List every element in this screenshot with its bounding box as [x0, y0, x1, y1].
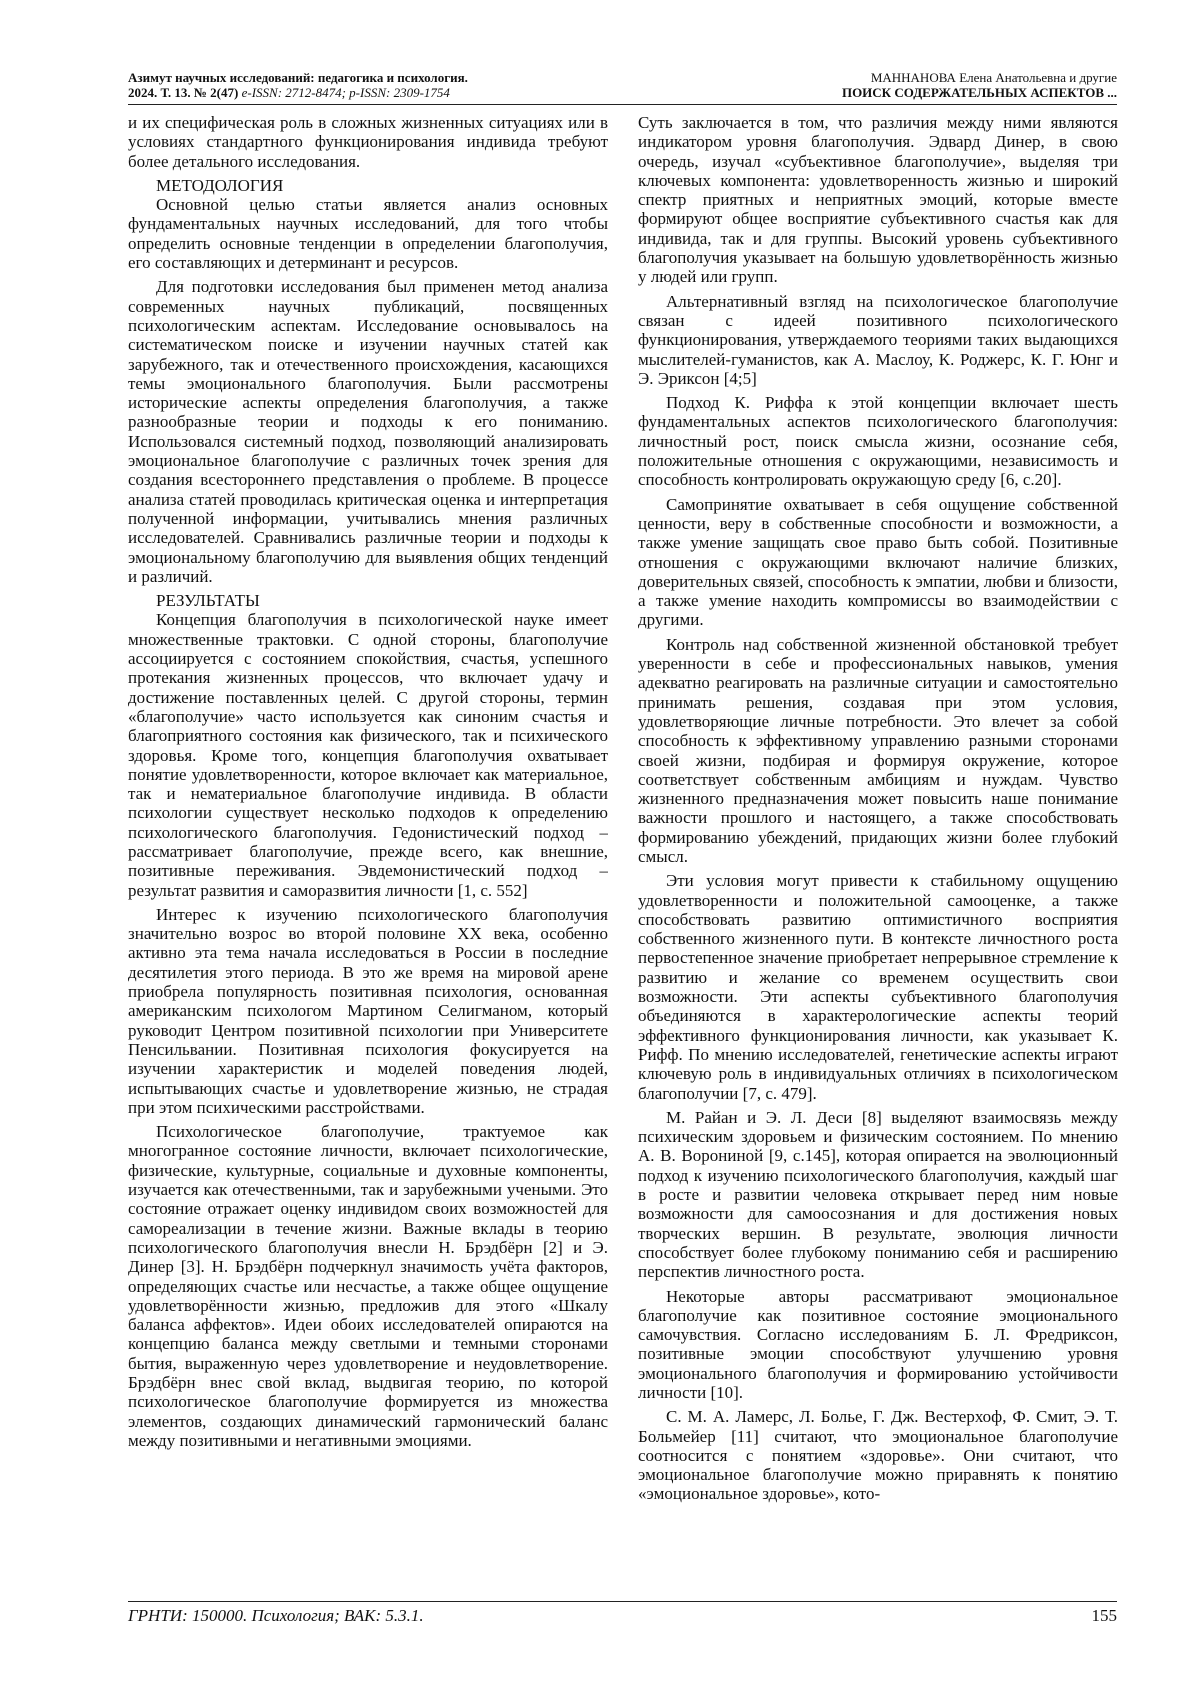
journal-volume: 2024. Т. 13. № 2(47) [128, 85, 239, 100]
article-short-title: ПОИСК СОДЕРЖАТЕЛЬНЫХ АСПЕКТОВ ... [841, 85, 1117, 100]
paragraph: Интерес к изучению психологического благополучия значительно возрос во второй половине XX века, особенно активно эта тема начала исследоваться в России в последние десятилетия этого периода. В это же время на мировой арене приобрела популярность позитивная психология, основанная американским психологом Мартином Селигманом, который руководит Центром позитивной психологии при Университете Пенсильвании. Позитивная психология фокусируется на изучении характеристик и моделей поведения людей, испытывающих счастье и удовлетворение жизнью, не страдая при этом психическими расстройствами. [128, 904, 608, 1117]
section-heading-methodology: МЕТОДОЛОГИЯ [156, 175, 284, 195]
section-heading-results: РЕЗУЛЬТАТЫ [156, 591, 260, 611]
article-authors: МАННАНОВА Елена Анатольевна и другие [870, 70, 1117, 85]
paragraph: С. М. А. Ламерс, Л. Болье, Г. Дж. Вестерхоф, Ф. Смит, Э. Т. Больмейер [11] считают, что эмоциональное благополучие соотносится с понятием «здоровье». Они считают, что эмоциональное благополучие можно приравнять к понятию «эмоциональное здоровье», кото- [638, 1407, 1118, 1504]
journal-issn: e-ISSN: 2712-8474; p-ISSN: 2309-1754 [238, 85, 450, 100]
page-number: 155 [1091, 1606, 1117, 1625]
paragraph: М. Райан и Э. Л. Деси [8] выделяют взаимосвязь между психическим здоровьем и физическим состоянием. По мнению А. В. Ворониной [9, с.145], которая опирается на эволюционный подход к изучению психологического благополучия, каждый шаг в росте и развитии человека открывает перед ним новые возможности для самоосознания и для достижения новых творческих вершин. В результате, эволюция личности способствует более глубокому пониманию себя и расширению перспектив личностного роста. [638, 1107, 1118, 1282]
left-column [128, 113, 608, 1597]
article-info [842, 70, 1117, 100]
classification-codes: ГРНТИ: 150000. Психология; ВАК: 5.3.1. [128, 1606, 424, 1625]
journal-title: Азимут научных исследований: педагогика и психология. [128, 70, 468, 85]
paragraph: Самопринятие охватывает в себя ощущение собственной ценности, веру в собственные способности и возможности, а также умение защищать свое право быть собой. Позитивные отношения с окружающими включают наличие близких, доверительных связей, способность к эмпатии, любви и близости, а также умение находить компромиссы во взаимодействии с другими. [638, 494, 1118, 630]
paragraph: Подход К. Риффа к этой концепции включает шесть фундаментальных аспектов психологического благополучия: личностный рост, поиск смысла жизни, осознание себя, положительные отношения с окружающими, независимость и способность контролировать окружающую среду [6, с.20]. [638, 393, 1118, 490]
paragraph: и их специфическая роль в сложных жизненных ситуациях или в условиях стандартного функционирования индивида требуют более детального исследования. [128, 113, 608, 171]
paragraph: Основной целью статьи является анализ основных фундаментальных научных исследований, для того чтобы определить основные тенденции в определении благополучия, его составляющих и детерминант и ресурсов. [128, 195, 608, 273]
paragraph: Эти условия могут привести к стабильному ощущению удовлетворенности и положительной самооценке, а также способствовать развитию оптимистичного восприятия собственного жизненного пути. В контексте личностного роста первостепенное значение приобретает непрерывное стремление к развитию и желание со временем осуществить свои возможности. Эти аспекты субъективного благополучия объединяются в характерологические аспекты теорий эффективного функционирования личности, как указывает К. Рифф. По мнению исследователей, генетические аспекты играют ключевую роль в индивидуальных отличиях в психологическом благополучии [7, с. 479]. [638, 871, 1118, 1103]
paragraph: Концепция благополучия в психологической науке имеет множественные трактовки. С одной стороны, благополучие ассоциируется с состоянием спокойствия, счастья, успешного протекания жизненных процессов, что включает удачу и достижение поставленных целей. С другой стороны, термин «благополучие» часто используется как синоним счастья и благоприятного состояния как физического, так и психического здоровья. Кроме того, концепция благополучия охватывает понятие удовлетворенности, которое включает как материальное, так и нематериальное благополучие индивида. В области психологии существует несколько подходов к определению психологического благополучия. Гедонистический подход – рассматривает благополучие, прежде всего, как внешние, позитивные переживания. Эвдемонистический подход – результат развития и саморазвития личности [1, с. 552] [128, 610, 608, 900]
paragraph: Некоторые авторы рассматривают эмоциональное благополучие как позитивное состояние эмоционального самочувствия. Согласно исследованиям Б. Л. Фредриксон, позитивные эмоции способствуют улучшению уровня эмоционального благополучия и формированию устойчивости личности [10]. [638, 1286, 1118, 1402]
right-column [638, 113, 1118, 1597]
running-header [128, 70, 1117, 105]
paragraph: Психологическое благополучие, трактуемое как многогранное состояние личности, включает психологические, физические, культурные, социальные и духовные компоненты, изучается как отечественными, так и зарубежными учеными. Это состояние отражает оценку индивидом своих возможностей для самореализации в течение жизни. Важные вклады в теорию психологического благополучия внесли Н. Брэдбёрн [2] и Э. Динер [3]. Н. Брэдбёрн подчеркнул значимость учёта факторов, определяющих счастье или несчастье, а также общее ощущение удовлетворённости жизнью, предложив для этого «Шкалу баланса аффектов». Идеи обоих исследователей опираются на концепцию баланса между светлыми и темными сторонами бытия, выраженную через удовлетворение и неудовлетворение. Брэдбёрн внес свой вклад, выдвигая теорию, по которой психологическое благополучие формируется из множества элементов, создающих динамический гармонический баланс между позитивными и негативными эмоциями. [128, 1122, 608, 1450]
paragraph: Альтернативный взгляд на психологическое благополучие связан с идеей позитивного психологического функционирования, утверждаемого теориями таких выдающихся мыслителей-гуманистов, как А. Маслоу, К. Роджерс, К. Г. Юнг и Э. Эриксон [4;5] [638, 291, 1118, 388]
paragraph: Контроль над собственной жизненной обстановкой требует уверенности в себе и профессиональных навыков, умения адекватно реагировать на различные ситуации и самостоятельно принимать решения, создавая при этом условия, удовлетворяющие личные потребности. Это влечет за собой способность к эффективному управлению разными сторонами своей жизни, подбирая и формируя окружение, которое соответствует собственным амбициям и нуждам. Чувство жизненного предназначения может повысить наше понимание важности прошлого и настоящего, а также способствовать формированию убеждений, придающих жизни более глубокий смысл. [638, 634, 1118, 866]
journal-info [128, 70, 468, 100]
running-footer [128, 1601, 1117, 1630]
paragraph: Суть заключается в том, что различия между ними являются индикатором уровня благополучия. Эдвард Динер, в свою очередь, изучал «субъективное благополучие», выделяя три ключевых компонента: удовлетворенность жизнью и широкий спектр приятных и неприятных эмоций, которые вместе формируют общее восприятие субъективного счастья как для индивида, так и для группы. Высокий уровень субъективного благополучия указывает на большую удовлетворённость жизнью у людей или групп. [638, 113, 1118, 287]
paragraph: Для подготовки исследования был применен метод анализа современных научных публикаций, посвященных психологическим аспектам. Исследование основывалось на систематическом поиске и изучении научных статей как зарубежного, так и отечественного происхождения, касающихся темы эмоционального благополучия. Были рассмотрены исторические аспекты определения благополучия, а также разнообразные теории и подходы к его пониманию. Использовался системный подход, позволяющий анализировать эмоциональное благополучие с различных точек зрения для создания всестороннего представления о проблеме. В процессе анализа статей проводилась критическая оценка и интерпретация полученной информации, учитывались мнения различных исследователей. Сравнивались различные теории и подходы к эмоциональному благополучию для выявления общих тенденций и различий. [128, 277, 608, 586]
